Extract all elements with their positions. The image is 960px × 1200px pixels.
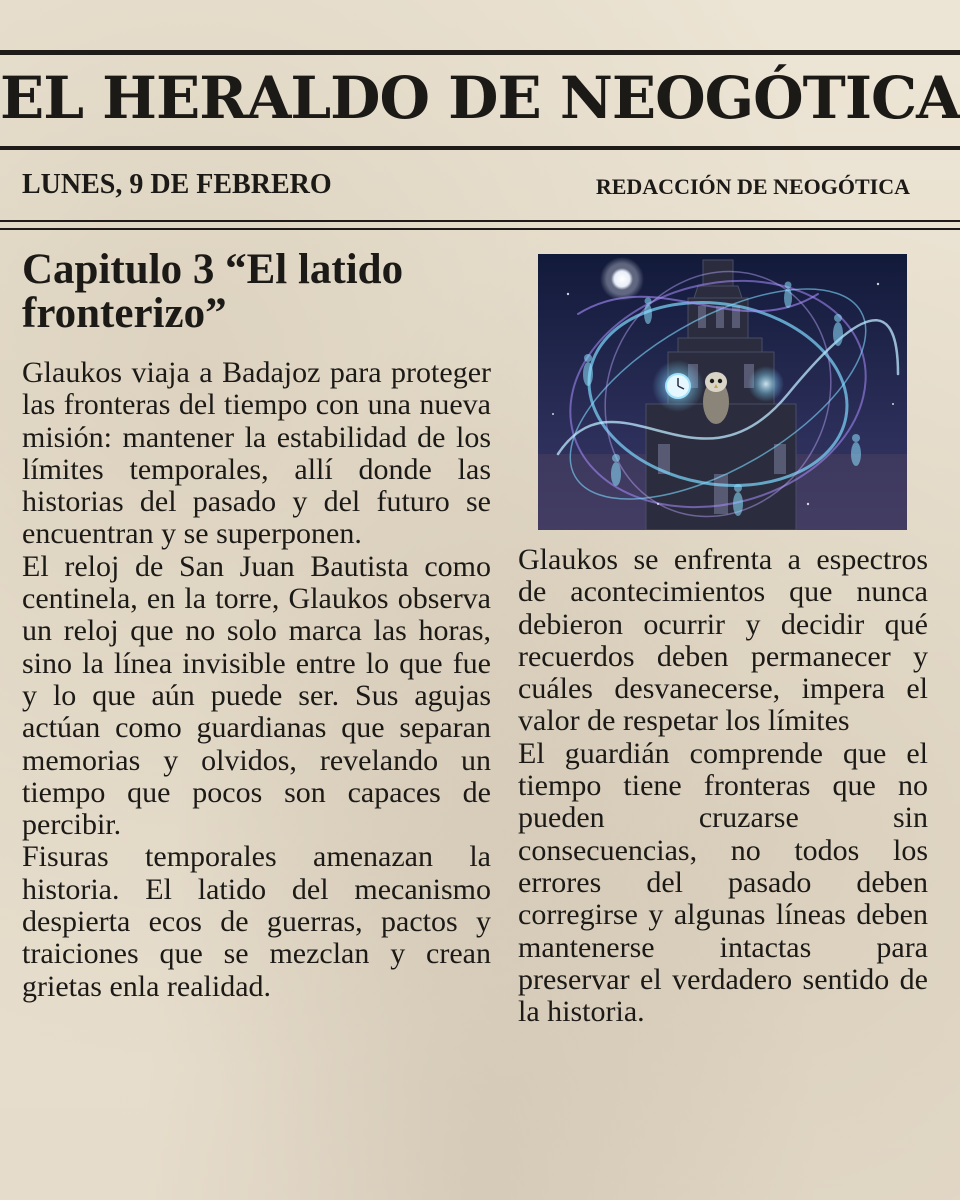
issue-date: LUNES, 9 DE FEBRERO (22, 169, 332, 200)
article-paragraph: Fisuras temporales amenazan la historia. El latido del mecanismo despierta ecos de guerras, pactos y traiciones que se mezclan y crean grietas enla realidad. (22, 840, 491, 1003)
dateline-rule-lower (0, 228, 960, 230)
article-paragraph: Glaukos se enfrenta a espectros de acontecimientos que nunca debieron ocurrir y decidir qué recuerdos deben permanecer y cuáles desvanecerse, impera el valor de respetar los límites (518, 543, 928, 738)
clock-tower-owl-illustration (538, 254, 907, 530)
newsroom-label: REDACCIÓN DE NEOGÓTICA (595, 174, 910, 199)
masthead-bottom-rule (0, 146, 960, 150)
top-rule (0, 50, 960, 55)
article-paragraph: El reloj de San Juan Bautista como centinela, en la torre, Glaukos observa un reloj que no solo marca las horas, sino la línea invisible entre lo que fue y lo que aún puede ser. Sus agujas actúan como guardianas que separan memorias y olvidos, revelando un tiempo que pocos son capaces de percibir. (22, 549, 491, 842)
article-headline: Capitulo 3 “El latido fronterizo” (22, 246, 404, 337)
dateline-rule-upper (0, 220, 960, 222)
article-paragraph: El guardián comprende que el tiempo tiene fronteras que no pueden cruzarse sin consecuencias, no todos los errores del pasado deben corregirse y algunas líneas deben mantenerse intactas para preservar el verdadero sentido de la historia. (518, 736, 928, 1029)
masthead-title: EL HERALDO DE NEOGÓTICA (0, 64, 960, 132)
article-paragraph: Glaukos viaja a Badajoz para proteger las fronteras del tiempo con una nueva misión: mantener la estabilidad de los límites temporales, allí donde las historias del pasado y del futuro se encuentran y se superponen. (22, 356, 491, 551)
article-left-column (22, 357, 491, 1003)
article-right-column (518, 544, 928, 1028)
